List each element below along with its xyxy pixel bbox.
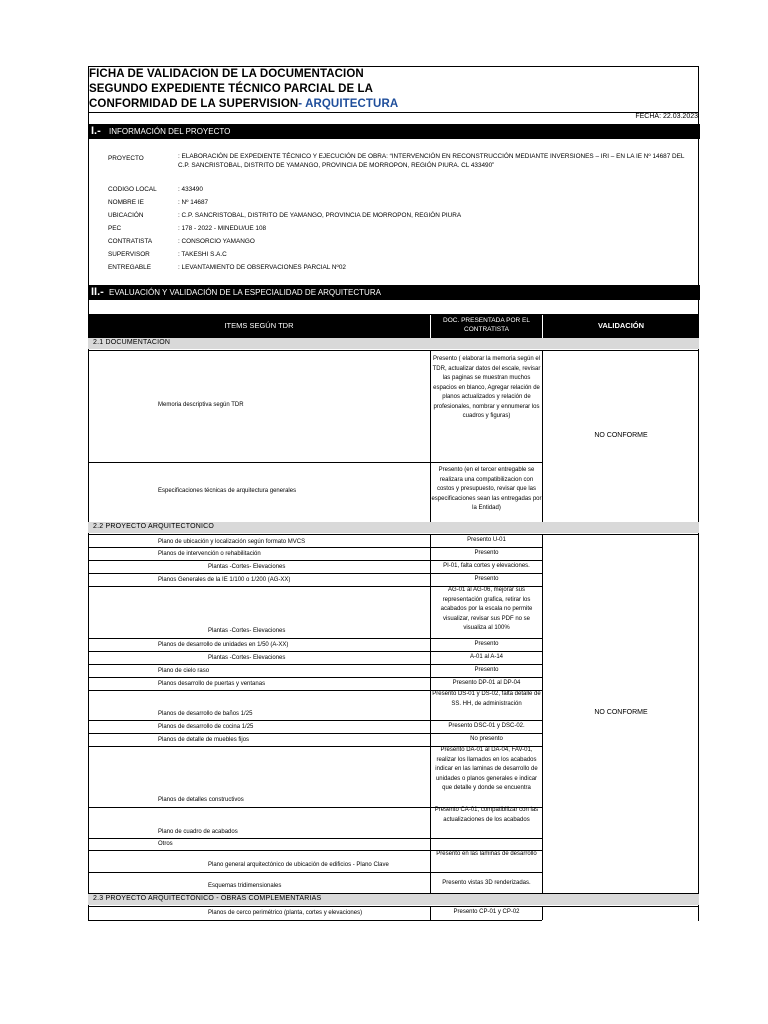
list-item: Otros <box>158 841 173 847</box>
title-accent: - ARQUITECTURA <box>298 98 399 110</box>
nombre-value: : Nº 14687 <box>178 199 209 206</box>
section-2-title: EVALUACIÓN Y VALIDACIÓN DE LA ESPECIALIDAD DE ARQUITECTURA <box>109 288 381 297</box>
list-item: Planos desarrollo de puertas y ventanas <box>158 681 266 687</box>
header-items-label: ITEMS SEGÚN TDR <box>224 321 294 330</box>
section-1-header <box>88 124 700 139</box>
list-item: Plantas -Cortes- Elevaciones <box>208 655 286 661</box>
proyecto-label: PROYECTO <box>108 155 144 162</box>
divider <box>88 350 699 351</box>
doc-cell: Presento <box>474 576 499 582</box>
doc-cell: Presento CA-01, compatibilizar con las actualizaciones de los acabados <box>434 807 539 823</box>
section-2-3-row <box>88 894 699 905</box>
codigo-label: CODIGO LOCAL <box>108 186 157 193</box>
proyecto-value: : ELABORACIÓN DE EXPEDIENTE TÉCNICO Y EJECUCIÓN DE OBRA: “INTERVENCIÓN EN RECONSTRUCCIÓN MEDIANTE INVERSIONES – IRI – EN LA IE Nº 14687 DEL C.P. SANCRISTOBAL, DISTRITO DE YAMANGO, PROVINCIA DE MORROPON, REGIÓN PIURA. CL 433490” <box>178 153 685 169</box>
section-2-2-row <box>88 522 699 533</box>
section-1-roman: I.- <box>91 125 101 137</box>
doc-cell: A-01 al A-14 <box>469 654 504 660</box>
row-line <box>88 838 542 839</box>
section-2-3-title: 2.3 PROYECTO ARQUITECTONICO - OBRAS COMPLEMENTARIAS <box>93 895 322 902</box>
header-doc <box>431 314 542 338</box>
section-2-header <box>88 285 700 300</box>
list-item: Planos de desarrollo de cocina 1/25 <box>158 724 254 730</box>
divider <box>88 920 542 921</box>
supervisor-label: SUPERVISOR <box>108 251 150 258</box>
section-2-roman: II.- <box>91 286 104 298</box>
row-line <box>88 872 542 873</box>
title-line-1: FICHA DE VALIDACION DE LA DOCUMENTACION <box>89 68 364 80</box>
doc-cell: Presento (en el tercer entregable se realizara una compatibilizacion con costos y presupuesto, revisar que las especificaciones sean las entregadas por la Entidad) <box>431 467 542 511</box>
row-line <box>88 547 542 548</box>
doc-cell: Presento <box>474 667 499 673</box>
row-line <box>88 720 542 721</box>
row-line <box>88 638 542 639</box>
doc-cell: Presento <box>474 550 499 556</box>
doc-cell: Presento vistas 3D renderizadas. <box>442 880 531 886</box>
row-line <box>88 733 542 734</box>
nombre-label: NOMBRE IE <box>108 199 144 206</box>
divider <box>88 462 542 463</box>
header-validacion-label: VALIDACIÓN <box>597 321 645 330</box>
codigo-value: : 433490 <box>178 186 203 193</box>
fecha: FECHA: 22.03.2023 <box>635 113 698 120</box>
entregable-value: : LEVANTAMIENTO DE OBSERVACIONES PARCIAL Nº02 <box>178 264 346 271</box>
row-line <box>88 573 542 574</box>
header-doc-label: DOC. PRESENTADA POR EL CONTRATISTA <box>443 317 530 333</box>
header-validacion <box>543 314 699 338</box>
row-line <box>88 651 542 652</box>
doc-cell: Presento DS-01 y DS-02, falta detalle de SS. HH, de administración <box>432 691 541 707</box>
section-2-1-row <box>88 338 699 349</box>
validacion-status: NO CONFORME <box>594 709 648 716</box>
pec-value: : 178 - 2022 - MINEDU/UE 108 <box>178 225 267 232</box>
header-items <box>88 314 430 338</box>
list-item: Plantas -Cortes- Elevaciones <box>208 628 286 634</box>
entregable-label: ENTREGABLE <box>108 264 151 271</box>
title-line-3-main: CONFORMIDAD DE LA SUPERVISION <box>89 98 299 110</box>
contratista-value: : CONSORCIO YAMANGO <box>178 238 255 245</box>
doc-cell: No presento <box>470 736 503 742</box>
section-2-1-title: 2.1 DOCUMENTACION <box>93 339 171 346</box>
doc-cell: Presento CP-01 y CP-02 <box>453 909 520 915</box>
list-item: Plantas -Cortes- Elevaciones <box>208 564 286 570</box>
list-item: Planos de cerco perimétrico (planta, cortes y elevaciones) <box>208 910 363 916</box>
list-item: Planos Generales de la IE 1/100 o 1/200 (AG-XX) <box>158 577 291 583</box>
doc-cell: Presento ( elaborar la memoria según el TDR, actualizar datos del escale, revisar las paginas se muestran muchos espacios en blanco, Agregar relación de planos actualizados y relación de profesionales, nombrar y ennumerar los cuadros y figuras) <box>432 356 541 419</box>
contratista-label: CONTRATISTA <box>108 238 153 245</box>
row-line <box>88 664 542 665</box>
row-line <box>88 677 542 678</box>
section-1-title: INFORMACIÓN DEL PROYECTO <box>109 127 231 136</box>
list-item: Memoria descriptiva según TDR <box>158 402 244 408</box>
section-2-2-title: 2.2 PROYECTO ARQUITECTONICO <box>93 523 215 530</box>
list-item: Plano general arquitectónico de ubicación de edificios - Plano Clave <box>208 862 389 868</box>
divider <box>88 906 699 907</box>
doc-cell: Presento en las laminas de desarrollo <box>436 851 537 857</box>
list-item: Especificaciones técnicas de arquitectura generales <box>158 488 297 494</box>
validacion-status: NO CONFORME <box>594 432 648 439</box>
ubicacion-value: : C.P. SANCRISTOBAL, DISTRITO DE YAMANGO, PROVINCIA DE MORROPON, REGIÓN PIURA <box>178 212 462 219</box>
doc-cell: Presento DP-01 al DP-04 <box>452 680 521 686</box>
col-divider <box>542 906 543 920</box>
title-line-2: SEGUNDO EXPEDIENTE TÉCNICO PARCIAL DE LA <box>89 83 374 95</box>
list-item: Esquemas tridimensionales <box>208 883 282 889</box>
doc-cell: AG-01 al AG-06, mejorar sus representación grafica, retirar los acabados por la escala no permite visualizar, revisar sus PDF no se visualiza al 100% <box>440 587 533 631</box>
list-item: Planos de detalle de muebles fijos <box>158 737 250 743</box>
supervisor-value: : TAKESHI S.A.C <box>178 251 227 258</box>
doc-cell: PI-01, falta cortes y elevaciones. <box>443 563 530 569</box>
divider <box>88 534 699 535</box>
list-item: Plano de cielo raso <box>158 668 210 674</box>
list-item: Planos de intervención o rehabilitación <box>158 551 261 557</box>
pec-label: PEC <box>108 225 122 232</box>
row-line <box>88 560 542 561</box>
list-item: Plano de cuadro de acabados <box>158 829 238 835</box>
list-item: Planos de detalles constructivos <box>158 797 244 803</box>
document-sheet <box>88 66 699 922</box>
ubicacion-label: UBICACIÓN <box>108 212 144 219</box>
doc-cell: Presento DSC-01 y DSC-02. <box>448 723 525 729</box>
list-item: Plano de ubicación y localización según formato MVCS <box>158 539 306 545</box>
doc-cell: Presento DA-01 al DA-04, FAV-01, realizar los llamados en los acabados indicar en las laminas de desarrollo de unidades o planos generales e indicar que detalle y donde se encuentra <box>435 747 538 791</box>
list-item: Planos de desarrollo de unidades en 1/50 (A-XX) <box>158 642 289 648</box>
title-line-3 <box>89 97 398 111</box>
doc-cell: Presento <box>474 641 499 647</box>
list-item: Planos de desarrollo de baños 1/25 <box>158 711 253 717</box>
doc-cell: Presento U-01 <box>467 537 506 543</box>
